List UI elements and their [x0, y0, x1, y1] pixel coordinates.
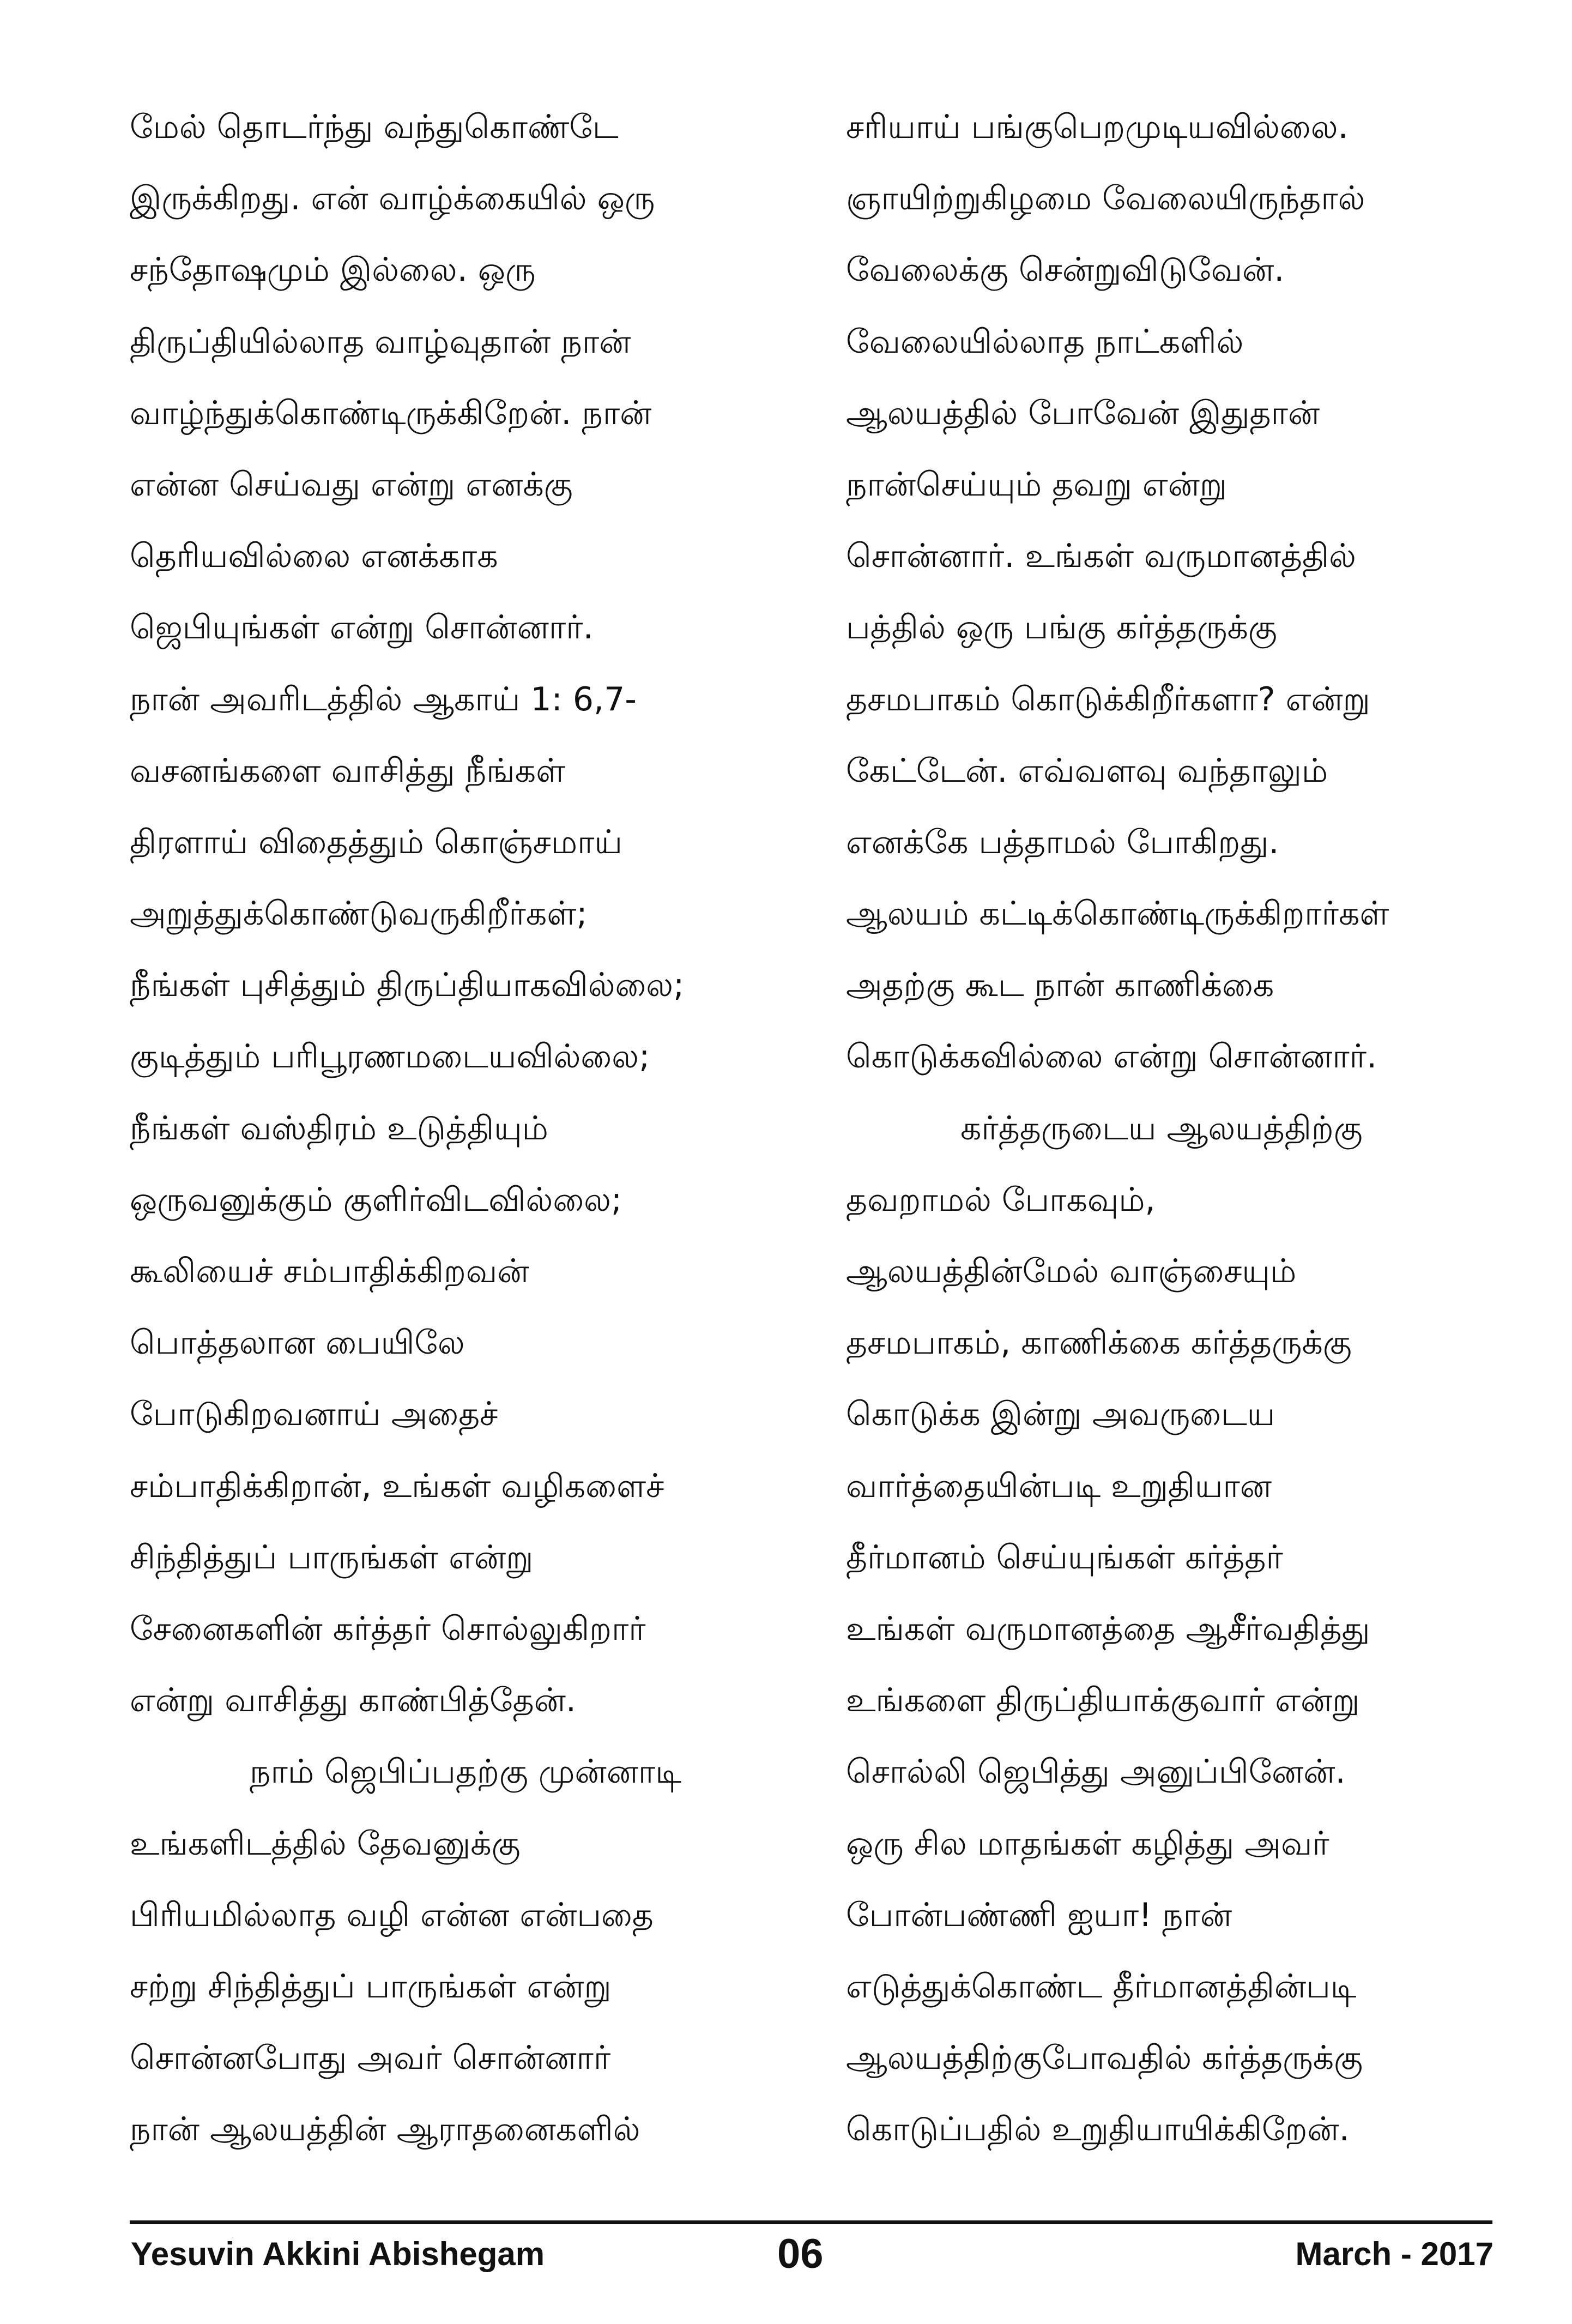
text-line: ஆலயத்தில் போவேன் இதுதான்: [846, 394, 1320, 432]
text-line: வேலைக்கு சென்றுவிடுவேன்.: [846, 251, 1285, 289]
text-line: வாழ்ந்துக்கொண்டிருக்கிறேன். நான்: [130, 394, 652, 432]
paragraph-start-line: நாம் ஜெபிப்பதற்கு முன்னாடி: [250, 1753, 682, 1791]
text-line: கொடுக்கவில்லை என்று சொன்னார்.: [846, 1037, 1377, 1076]
text-line: சொன்னபோது அவர் சொன்னார்: [130, 2039, 611, 2078]
text-line: கூலியைச் சம்பாதிக்கிறவன்: [130, 1252, 529, 1290]
text-line: குடித்தும் பரிபூரணமடையவில்லை;: [130, 1037, 650, 1076]
text-line: கேட்டேன். எவ்வளவு வந்தாலும்: [846, 751, 1328, 790]
text-line: ஞாயிற்றுகிழமை வேலையிருந்தால்: [846, 179, 1365, 218]
issue-date: March - 2017: [1295, 2236, 1494, 2272]
text-line: கொடுப்பதில் உறுதியாயிக்கிறேன்.: [846, 2110, 1350, 2149]
right-text-column: [846, 92, 1533, 2165]
text-line: வார்த்தையின்படி உறுதியான: [846, 1466, 1272, 1505]
text-line: ஆலயத்திற்குபோவதில் கர்த்தருக்கு: [846, 2039, 1363, 2078]
text-line: போன்பண்ணி ஐயா! நான்: [846, 1896, 1232, 1934]
footer-divider: [130, 2220, 1492, 2224]
text-line: உங்களிடத்தில் தேவனுக்கு: [130, 1824, 521, 1863]
text-line: ஆலயம் கட்டிக்கொண்டிருக்கிறார்கள்: [846, 895, 1389, 933]
text-line: என்று வாசித்து காண்பித்தேன்.: [130, 1681, 576, 1720]
text-line: சரியாய் பங்குபெறமுடியவில்லை.: [846, 108, 1349, 146]
text-line: சம்பாதிக்கிறான், உங்கள் வழிகளைச்: [130, 1466, 664, 1505]
text-line: சொல்லி ஜெபித்து அனுப்பினேன்.: [846, 1753, 1346, 1791]
left-text-column: [130, 92, 806, 2165]
text-line: தவறாமல் போகவும்,: [846, 1180, 1156, 1219]
text-line: பொத்தலான பையிலே: [130, 1324, 465, 1362]
text-line: பத்தில் ஒரு பங்கு கர்த்தருக்கு: [846, 608, 1277, 647]
text-line: சந்தோஷமும் இல்லை. ஒரு: [130, 251, 536, 289]
text-line: அதற்கு கூட நான் காணிக்கை: [846, 966, 1274, 1005]
text-line: எடுத்துக்கொண்ட தீர்மானத்தின்படி: [846, 1967, 1357, 2006]
text-line: என்ன செய்வது என்று எனக்கு: [130, 465, 573, 504]
text-line: சிந்தித்துப் பாருங்கள் என்று: [130, 1538, 534, 1577]
text-line: சொன்னார். உங்கள் வருமானத்தில்: [846, 537, 1356, 576]
text-line: அறுத்துக்கொண்டுவருகிறீர்கள்;: [130, 895, 588, 933]
text-line: தெரியவில்லை எனக்காக: [130, 537, 498, 576]
text-line: ஒருவனுக்கும் குளிர்விடவில்லை;: [130, 1180, 622, 1219]
text-line: நான்செய்யும் தவறு என்று: [846, 465, 1228, 504]
text-line: ஜெபியுங்கள் என்று சொன்னார்.: [130, 608, 594, 647]
text-line: இருக்கிறது. என் வாழ்க்கையில் ஒரு: [130, 179, 655, 218]
magazine-title: Yesuvin Akkini Abishegam: [131, 2236, 545, 2272]
text-line: மேல் தொடர்ந்து வந்துகொண்டே: [130, 108, 619, 146]
text-line: தீர்மானம் செய்யுங்கள் கர்த்தர்: [846, 1538, 1283, 1577]
text-line: நீங்கள் வஸ்திரம் உடுத்தியும்: [130, 1109, 548, 1148]
text-line: நான் ஆலயத்தின் ஆராதனைகளில்: [130, 2110, 640, 2149]
text-line: திரளாய் விதைத்தும் கொஞ்சமாய்: [130, 823, 622, 861]
text-line: போடுகிறவனாய் அதைச்: [130, 1395, 498, 1434]
text-line: ஆலயத்தின்மேல் வாஞ்சையும்: [846, 1252, 1297, 1290]
text-line: எனக்கே பத்தாமல் போகிறது.: [846, 823, 1279, 861]
text-line: திருப்தியில்லாத வாழ்வுதான் நான்: [130, 322, 631, 361]
text-line: தசமபாகம், காணிக்கை கர்த்தருக்கு: [846, 1324, 1352, 1362]
page-number: 06: [777, 2231, 824, 2277]
text-line: சற்று சிந்தித்துப் பாருங்கள் என்று: [130, 1967, 612, 2006]
text-line: வேலையில்லாத நாட்களில்: [846, 322, 1244, 361]
text-line: நான் அவரிடத்தில் ஆகாய் 1: 6,7-: [130, 680, 637, 719]
text-line: பிரியமில்லாத வழி என்ன என்பதை: [130, 1896, 654, 1934]
text-line: சேனைகளின் கர்த்தர் சொல்லுகிறார்: [130, 1609, 646, 1648]
text-line: தசமபாகம் கொடுக்கிறீர்களா? என்று: [846, 680, 1370, 719]
text-line: வசனங்களை வாசித்து நீங்கள்: [130, 751, 566, 790]
text-line: உங்கள் வருமானத்தை ஆசீர்வதித்து: [846, 1609, 1370, 1648]
text-line: உங்களை திருப்தியாக்குவார் என்று: [846, 1681, 1360, 1720]
text-line: நீங்கள் புசித்தும் திருப்தியாகவில்லை;: [130, 966, 685, 1005]
text-line: கொடுக்க இன்று அவருடைய: [846, 1395, 1275, 1434]
text-line: ஒரு சில மாதங்கள் கழித்து அவர்: [846, 1824, 1329, 1863]
paragraph-start-line: கர்த்தருடைய ஆலயத்திற்கு: [960, 1109, 1363, 1148]
